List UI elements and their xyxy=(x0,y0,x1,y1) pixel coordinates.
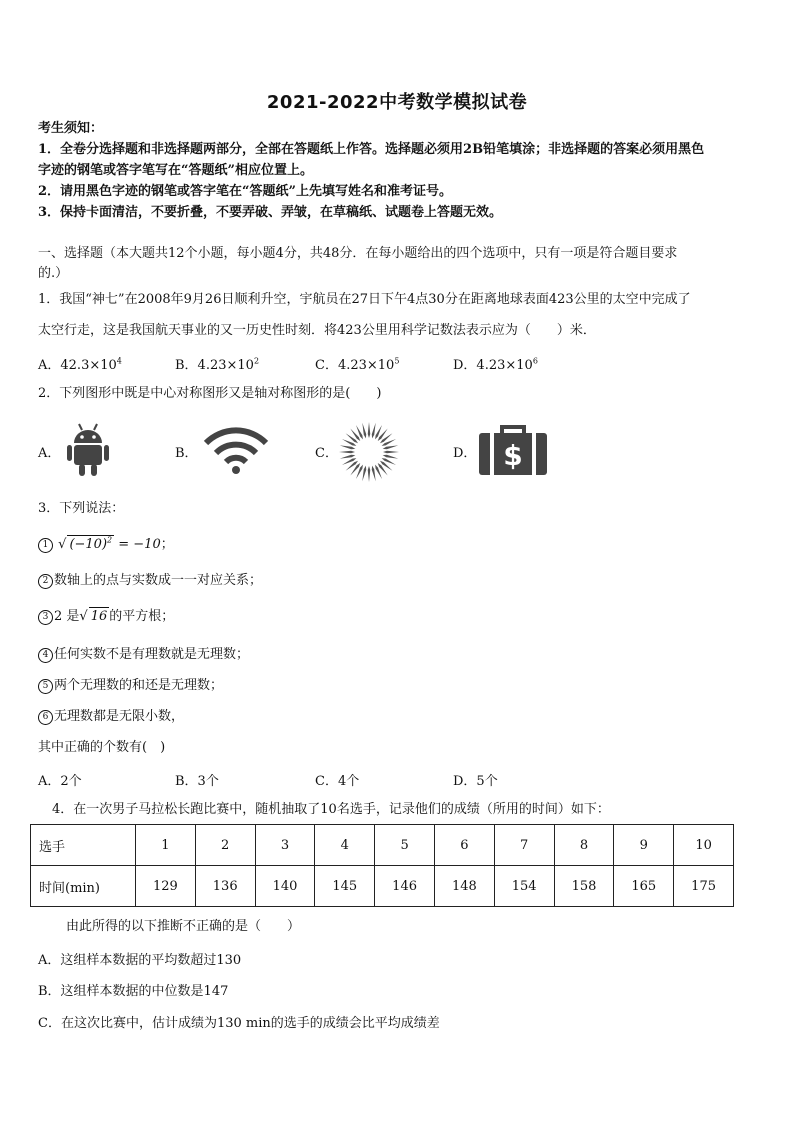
notice-line: 1．全卷分选择题和非选择题两部分，全部在答题纸上作答。选择题必须用2B铅笔填涂；非选择题的答案必须用黑色 xyxy=(38,142,705,157)
table-cell: 148 xyxy=(434,866,494,907)
table-cell: 165 xyxy=(614,866,674,907)
q3-option-b[interactable]: B．3个 xyxy=(175,774,219,789)
statement-text: 2 是 xyxy=(54,609,80,624)
table-cell: 7 xyxy=(494,825,554,866)
sunburst-petal xyxy=(368,466,371,482)
sunburst-petal xyxy=(368,422,371,438)
question-3-stem: 3．下列说法： xyxy=(38,501,125,516)
option-text: C．4.23×10 xyxy=(315,358,395,373)
statement-text: 任何实数不是有理数就是无理数； xyxy=(54,647,250,662)
notice-line: 3．保持卡面清洁，不要折叠，不要弄破、弄皱，在草稿纸、试题卷上答题无效。 xyxy=(38,205,503,220)
q2-option-d-label[interactable]: D． xyxy=(453,446,477,461)
section-heading-cont: 的.） xyxy=(38,266,69,281)
exponent: 4 xyxy=(116,356,122,366)
android-robot-icon xyxy=(66,421,110,481)
sunburst-petal xyxy=(340,445,356,449)
wifi-icon xyxy=(202,425,270,479)
table-cell: 10 xyxy=(674,825,734,866)
punctuation: ； xyxy=(160,537,174,552)
q4-option-c[interactable]: C．在这次比赛中，估计成绩为130 min的选手的成绩会比平均成绩差 xyxy=(38,1016,440,1031)
question-3-ask: 其中正确的个数有( ) xyxy=(38,740,166,755)
sunburst-petal xyxy=(362,423,366,439)
table-cell: 5 xyxy=(375,825,435,866)
page-title: 2021-2022中考数学模拟试卷 xyxy=(266,92,528,113)
statement-6 xyxy=(38,708,184,726)
dollar-briefcase-icon xyxy=(478,423,548,481)
svg-text:$: $ xyxy=(503,439,523,472)
statement-5 xyxy=(38,677,223,695)
q2-option-a-label[interactable]: A． xyxy=(38,446,61,461)
statement-3: 3 2 是√ 16 的平方根； xyxy=(38,607,174,626)
statement-1: 1 √ $(-10)^2 = -10$； xyxy=(38,535,174,554)
table-cell: 146 xyxy=(375,866,435,907)
statement-2 xyxy=(38,572,262,590)
question-1-stem-cont: 太空行走，这是我国航天事业的又一历史性时刻．将423公里用科学记数法表示应为（ ）米． xyxy=(38,323,596,338)
option-text: B．4.23×10 xyxy=(175,358,254,373)
q3-option-a[interactable]: A．2个 xyxy=(38,774,82,789)
statement-text: 的平方根； xyxy=(109,609,175,624)
table-row xyxy=(31,866,734,907)
exponent: 2 xyxy=(107,535,113,545)
q1-option-c[interactable] xyxy=(315,354,399,373)
q3-option-d[interactable]: D．5个 xyxy=(453,774,498,789)
question-4-stem: 4．在一次男子马拉松长跑比赛中，随机抽取了10名选手，记录他们的成绩（所用的时间）如下： xyxy=(52,802,610,817)
statement-text: 无理数都是无限小数， xyxy=(54,709,185,724)
statement-number: 4 xyxy=(38,648,53,663)
exponent: 6 xyxy=(532,356,538,366)
table-cell: 3 xyxy=(255,825,315,866)
exponent: 2 xyxy=(253,356,260,366)
statement-number: 6 xyxy=(38,710,53,725)
sunburst-petal xyxy=(383,451,399,454)
sunburst-petal xyxy=(383,455,399,459)
table-cell: 1 xyxy=(136,825,196,866)
table-cell: 129 xyxy=(136,866,196,907)
table-cell: 140 xyxy=(255,866,315,907)
table-cell: 4 xyxy=(315,825,375,866)
table-cell: 9 xyxy=(614,825,674,866)
sunburst-petal xyxy=(372,423,376,439)
table-cell: 158 xyxy=(554,866,614,907)
table-cell: 175 xyxy=(674,866,734,907)
table-cell: 6 xyxy=(434,825,494,866)
statement-text: 数轴上的点与实数成一一对应关系； xyxy=(54,573,263,588)
notice-heading: 考生须知： xyxy=(38,121,104,136)
radicand: 16 xyxy=(90,609,108,624)
table-cell: 136 xyxy=(195,866,255,907)
statement-number: 5 xyxy=(38,679,53,694)
q1-option-b[interactable] xyxy=(175,354,259,373)
sunburst-petal xyxy=(383,445,399,449)
sunburst-petal xyxy=(339,451,355,454)
table-cell: 8 xyxy=(554,825,614,866)
equation-rhs: = −10 xyxy=(118,537,161,552)
option-text: A．42.3×10 xyxy=(38,358,117,373)
q2-option-c-label[interactable]: C． xyxy=(315,446,338,461)
option-text: D．4.23×10 xyxy=(453,358,533,373)
q2-option-b-label[interactable]: B． xyxy=(175,446,198,461)
table-cell: 154 xyxy=(494,866,554,907)
sunburst-petal xyxy=(362,466,366,482)
row-header-player: 选手 xyxy=(31,825,136,866)
question-1-stem: 1．我国“神七”在2008年9月26日顺利升空，宇航员在27日下午4点30分在距离地球表面423公里的太空中完成了 xyxy=(38,292,691,307)
q3-option-c[interactable]: C．4个 xyxy=(315,774,360,789)
q4-option-a[interactable]: A．这组样本数据的平均数超过130 xyxy=(38,953,242,968)
q1-option-a[interactable] xyxy=(38,354,122,373)
q1-option-d[interactable] xyxy=(453,354,538,373)
section-heading: 一、选择题（本大题共12个小题，每小题4分，共48分．在每小题给出的四个选项中，只有一项是符合题目要求 xyxy=(38,246,678,261)
table-cell: 2 xyxy=(195,825,255,866)
question-2-stem: 2．下列图形中既是中心对称图形又是轴对称图形的是( ) xyxy=(38,386,382,401)
statement-number: 1 xyxy=(38,538,53,553)
radicand: (−10) xyxy=(69,537,108,552)
sunburst-ring-icon xyxy=(337,420,401,488)
question-4-ask: 由此所得的以下推断不正确的是（ ） xyxy=(66,919,301,934)
sunburst-petal xyxy=(340,455,356,459)
notice-line: 字迹的钢笔或答字笔写在“答题纸”相应位置上。 xyxy=(38,163,313,178)
statement-4 xyxy=(38,646,249,664)
q4-option-b[interactable]: B．这组样本数据的中位数是147 xyxy=(38,984,229,999)
row-header-time: 时间(min) xyxy=(31,866,136,907)
exponent: 5 xyxy=(394,356,400,366)
statement-number: 2 xyxy=(38,574,53,589)
table-row xyxy=(31,825,734,866)
statement-number: 3 xyxy=(38,610,53,625)
statement-text: 两个无理数的和还是无理数； xyxy=(54,678,224,693)
marathon-results-table xyxy=(30,824,734,907)
notice-line: 2．请用黑色字迹的钢笔或答字笔在“答题纸”上先填写姓名和准考证号。 xyxy=(38,184,453,199)
table-cell: 145 xyxy=(315,866,375,907)
sunburst-petal xyxy=(372,466,376,482)
